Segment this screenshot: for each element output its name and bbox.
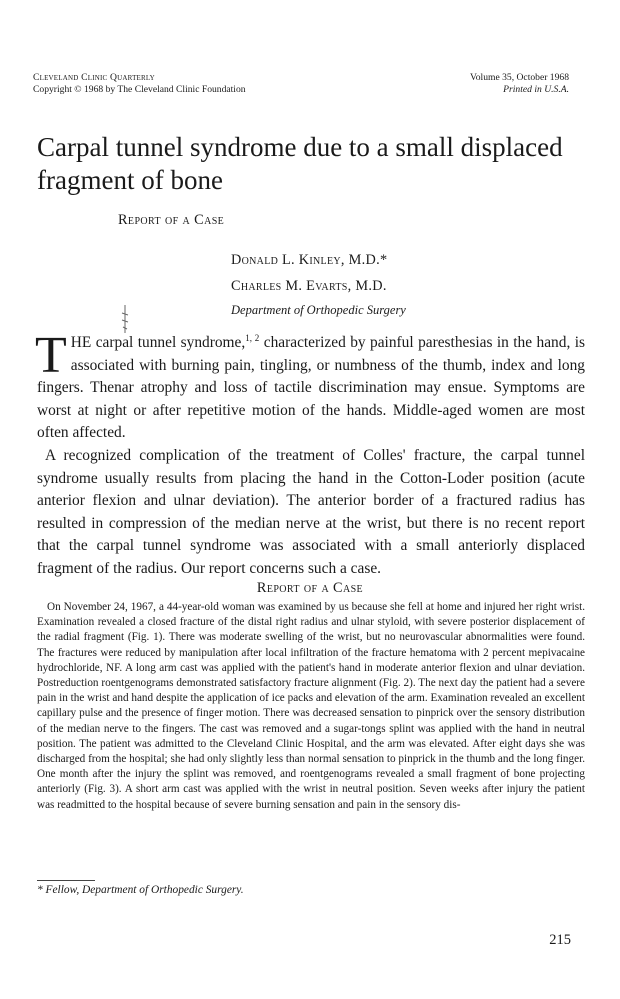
case-report-body <box>37 600 585 813</box>
running-header-right <box>369 72 569 96</box>
article-title: Carpal tunnel syndrome due to a small displaced fragment of bone <box>37 132 563 195</box>
section-heading: Report of a Case <box>256 580 364 596</box>
page-number: 215 <box>549 932 571 948</box>
copyright-line: Copyright © 1968 by The Cleveland Clinic Foundation <box>33 84 246 95</box>
author-name: Donald L. Kinley, M.D.* <box>231 252 388 268</box>
footnote: * Fellow, Department of Orthopedic Surgery. <box>37 884 244 896</box>
author-name: Charles M. Evarts, M.D. <box>231 278 387 294</box>
journal-name: Cleveland Clinic Quarterly <box>33 72 155 83</box>
citation-refs: 1, 2 <box>245 332 260 343</box>
drop-cap: T <box>35 327 67 384</box>
printed-line: Printed in U.S.A. <box>503 84 569 95</box>
running-header-left <box>33 72 393 96</box>
author-block <box>231 247 406 321</box>
intro-paragraph: A recognized complication of the treatment of Colles' fracture, the carpal tunnel syndrome usually results from placing the hand in the Cotton-Loder position (acute anterior flexion and ulnar deviation). The anterior border of a fractured radius has resulted in compression of the median nerve at the wrist, but there is no recent report that the carpal tunnel syndrome was associated with a small anteriorly displaced fragment of the radius. Our report concerns such a case. <box>37 446 585 577</box>
case-report-paragraph: On November 24, 1967, a 44-year-old woman was examined by us because she fell at home and injured her right wrist. Examination revealed a closed fracture of the distal right radius and ulnar styloid, with severe posterior displacement of the radial fragment (Fig. 1). There was moderate swelling of the wrist, but no neurovascular abnormalities were found. The fractures were reduced by manipulation after local infiltration of the fracture hematoma with 2 percent mepivacaine hydrochloride, NF. A long arm cast was applied with the patient's hand in moderate anterior flexion and ulnar deviation. Postreduction roentgenograms demonstrated satisfactory fracture alignment (Fig. 2). The next day the patient had a severe pain in the wrist and hand despite the application of ice packs and elevation of the arm. Examination revealed an excellent capillary pulse and the presence of finger motion. There was decreased sensation to pinprick over the sensory distribution of the median nerve to the fingers. The cast was removed and a sugar-tongs splint was applied with the hand in neutral position. The patient was admitted to the Cleveland Clinic Hospital, and the arm was elevated. After eight days she was discharged from the hospital; she had only slightly less than normal sensation to pinprick in the thumb and the long finger. One month after the injury the splint was removed, and roentgenograms revealed a small fragment of bone projecting anteriorly (Fig. 3). A short arm cast was applied with the wrist in neutral position. Seven weeks after injury the patient was readmitted to the hospital because of severe burning sensation and pain in the sensory dis- <box>37 601 585 811</box>
intro-paragraph: THE carpal tunnel syndrome,$^{1, 2}$ characterized by painful paresthesias in the hand, is associated with burning pain, tingling, or numbness of the thumb, index and long fingers. Thenar atrophy and loss of tactile discrimination may ensue. Symptoms are worst at night or after repetitive motion of the hands. Middle-aged women are most often affected. <box>35 327 585 442</box>
introduction <box>35 327 585 581</box>
article-subtitle: Report of a Case <box>118 212 225 228</box>
footnote-rule <box>37 880 95 881</box>
author-department: Department of Orthopedic Surgery <box>231 303 406 317</box>
volume-line: Volume 35, October 1968 <box>470 72 569 83</box>
print-blemish <box>120 303 130 335</box>
